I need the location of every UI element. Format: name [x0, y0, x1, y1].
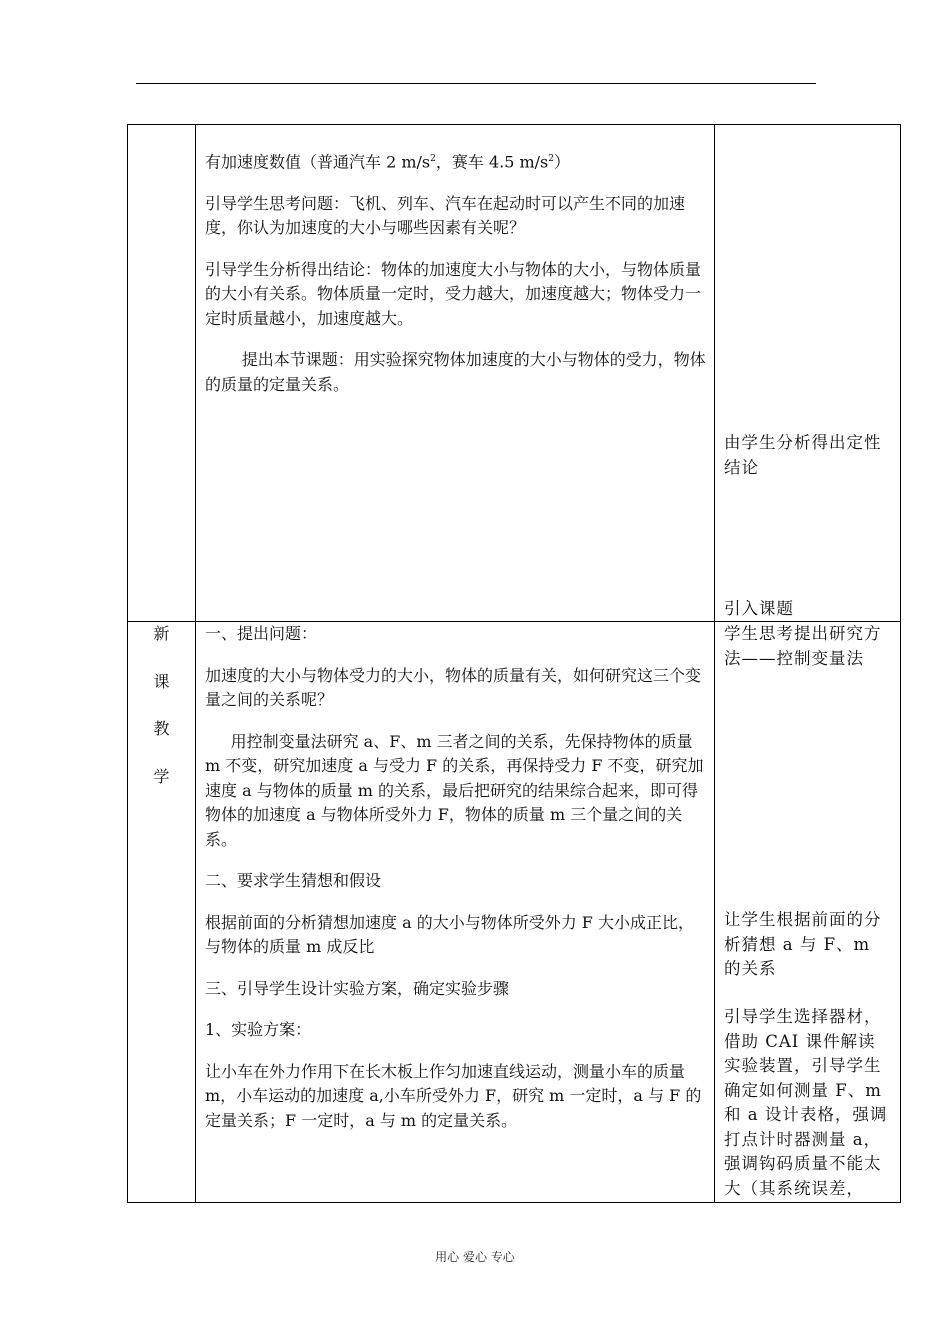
superscript: 2: [548, 154, 555, 164]
paragraph: 1、实验方案：: [205, 1020, 312, 1039]
paragraph: 根据前面的分析猜想加速度 a 的大小与物体所受外力 F 大小成正比，与物体的质量 m 成反比: [205, 912, 694, 956]
paragraph: 提出本节课题：用实验探究物体加速度的大小与物体的受力，物体的质量的定量关系。: [205, 350, 706, 394]
page-footer: 用心 爱心 专心: [435, 1250, 515, 1264]
text-span: ，赛车 4.5 m/s: [435, 152, 549, 172]
paragraph: 三、引导学生设计实验方案，确定实验步骤: [205, 978, 510, 998]
lesson-plan-table: [127, 124, 901, 1203]
paragraph: 引导学生分析得出结论：物体的加速度大小与物体的大小，与物体质量的大小有关系。物体质量一定时，受力越大，加速度越大；物体受力一定时质量越小，加速度越大。: [205, 259, 702, 328]
superscript: 2: [430, 154, 436, 164]
table-row: [128, 125, 901, 622]
notes-cell: [715, 622, 901, 1203]
content-cell: [196, 622, 715, 1203]
paragraph: 一、提出问题：: [205, 624, 318, 643]
note-text: 让学生根据前面的分析猜想 a 与 F、m 的关系: [724, 910, 882, 978]
note-text: 由学生分析得出定性结论: [724, 433, 882, 477]
text-span: ）: [554, 152, 571, 172]
stage-char: 学: [153, 766, 170, 786]
paragraph: [205, 147, 706, 175]
stage-char: 课: [153, 671, 170, 691]
paragraph: 二、要求学生猜想和假设: [205, 871, 382, 890]
header-rule: [136, 83, 816, 84]
stage-cell: [128, 125, 196, 622]
paragraph: 让小车在外力作用下在长木板上作匀加速直线运动，测量小车的质量 m，小车运动的加速度 a,小车所受外力 F，研究 m 一定时，a 与 F 的定量关系；F 一定时，a 与 m 的定量关系。: [205, 1061, 702, 1130]
content-cell: [196, 125, 715, 622]
table-row: [128, 622, 901, 1203]
text-span: 有加速度数值（普通汽车 2 m/s: [205, 152, 431, 172]
paragraph: 加速度的大小与物体受力的大小，物体的质量有关，如何研究这三个变量之间的关系呢？: [205, 665, 702, 709]
paragraph: 用控制变量法研究 a、F、m 三者之间的关系，先保持物体的质量 m 不变，研究加速度 a 与受力 F 的关系，再保持受力 F 不变，研究加速度 a 与物体的质量 m 的关系，最后把研究的结果综合起来，即可得物体的加速度 a 与物体所受外力 F，物体的质量 m 三个量之间的关系。: [205, 731, 704, 849]
note-text: 学生思考提出研究方法——控制变量法: [724, 624, 882, 668]
notes-cell: [715, 125, 901, 622]
stage-char: 新: [153, 624, 170, 643]
stage-char: 教: [153, 719, 170, 738]
paragraph: 引导学生思考问题：飞机、列车、汽车在起动时可以产生不同的加速度，你认为加速度的大小与哪些因素有关呢？: [205, 193, 686, 238]
note-text: 引入课题: [724, 599, 794, 618]
note-text: 引导学生选择器材，借助 CAI 课件解读实验装置，引导学生确定如何测量 F、m 和 a 设计表格，强调打点计时器测量 a，强调钩码质量不能太大（其系统误差，: [724, 1007, 888, 1198]
stage-cell: [128, 622, 196, 1203]
